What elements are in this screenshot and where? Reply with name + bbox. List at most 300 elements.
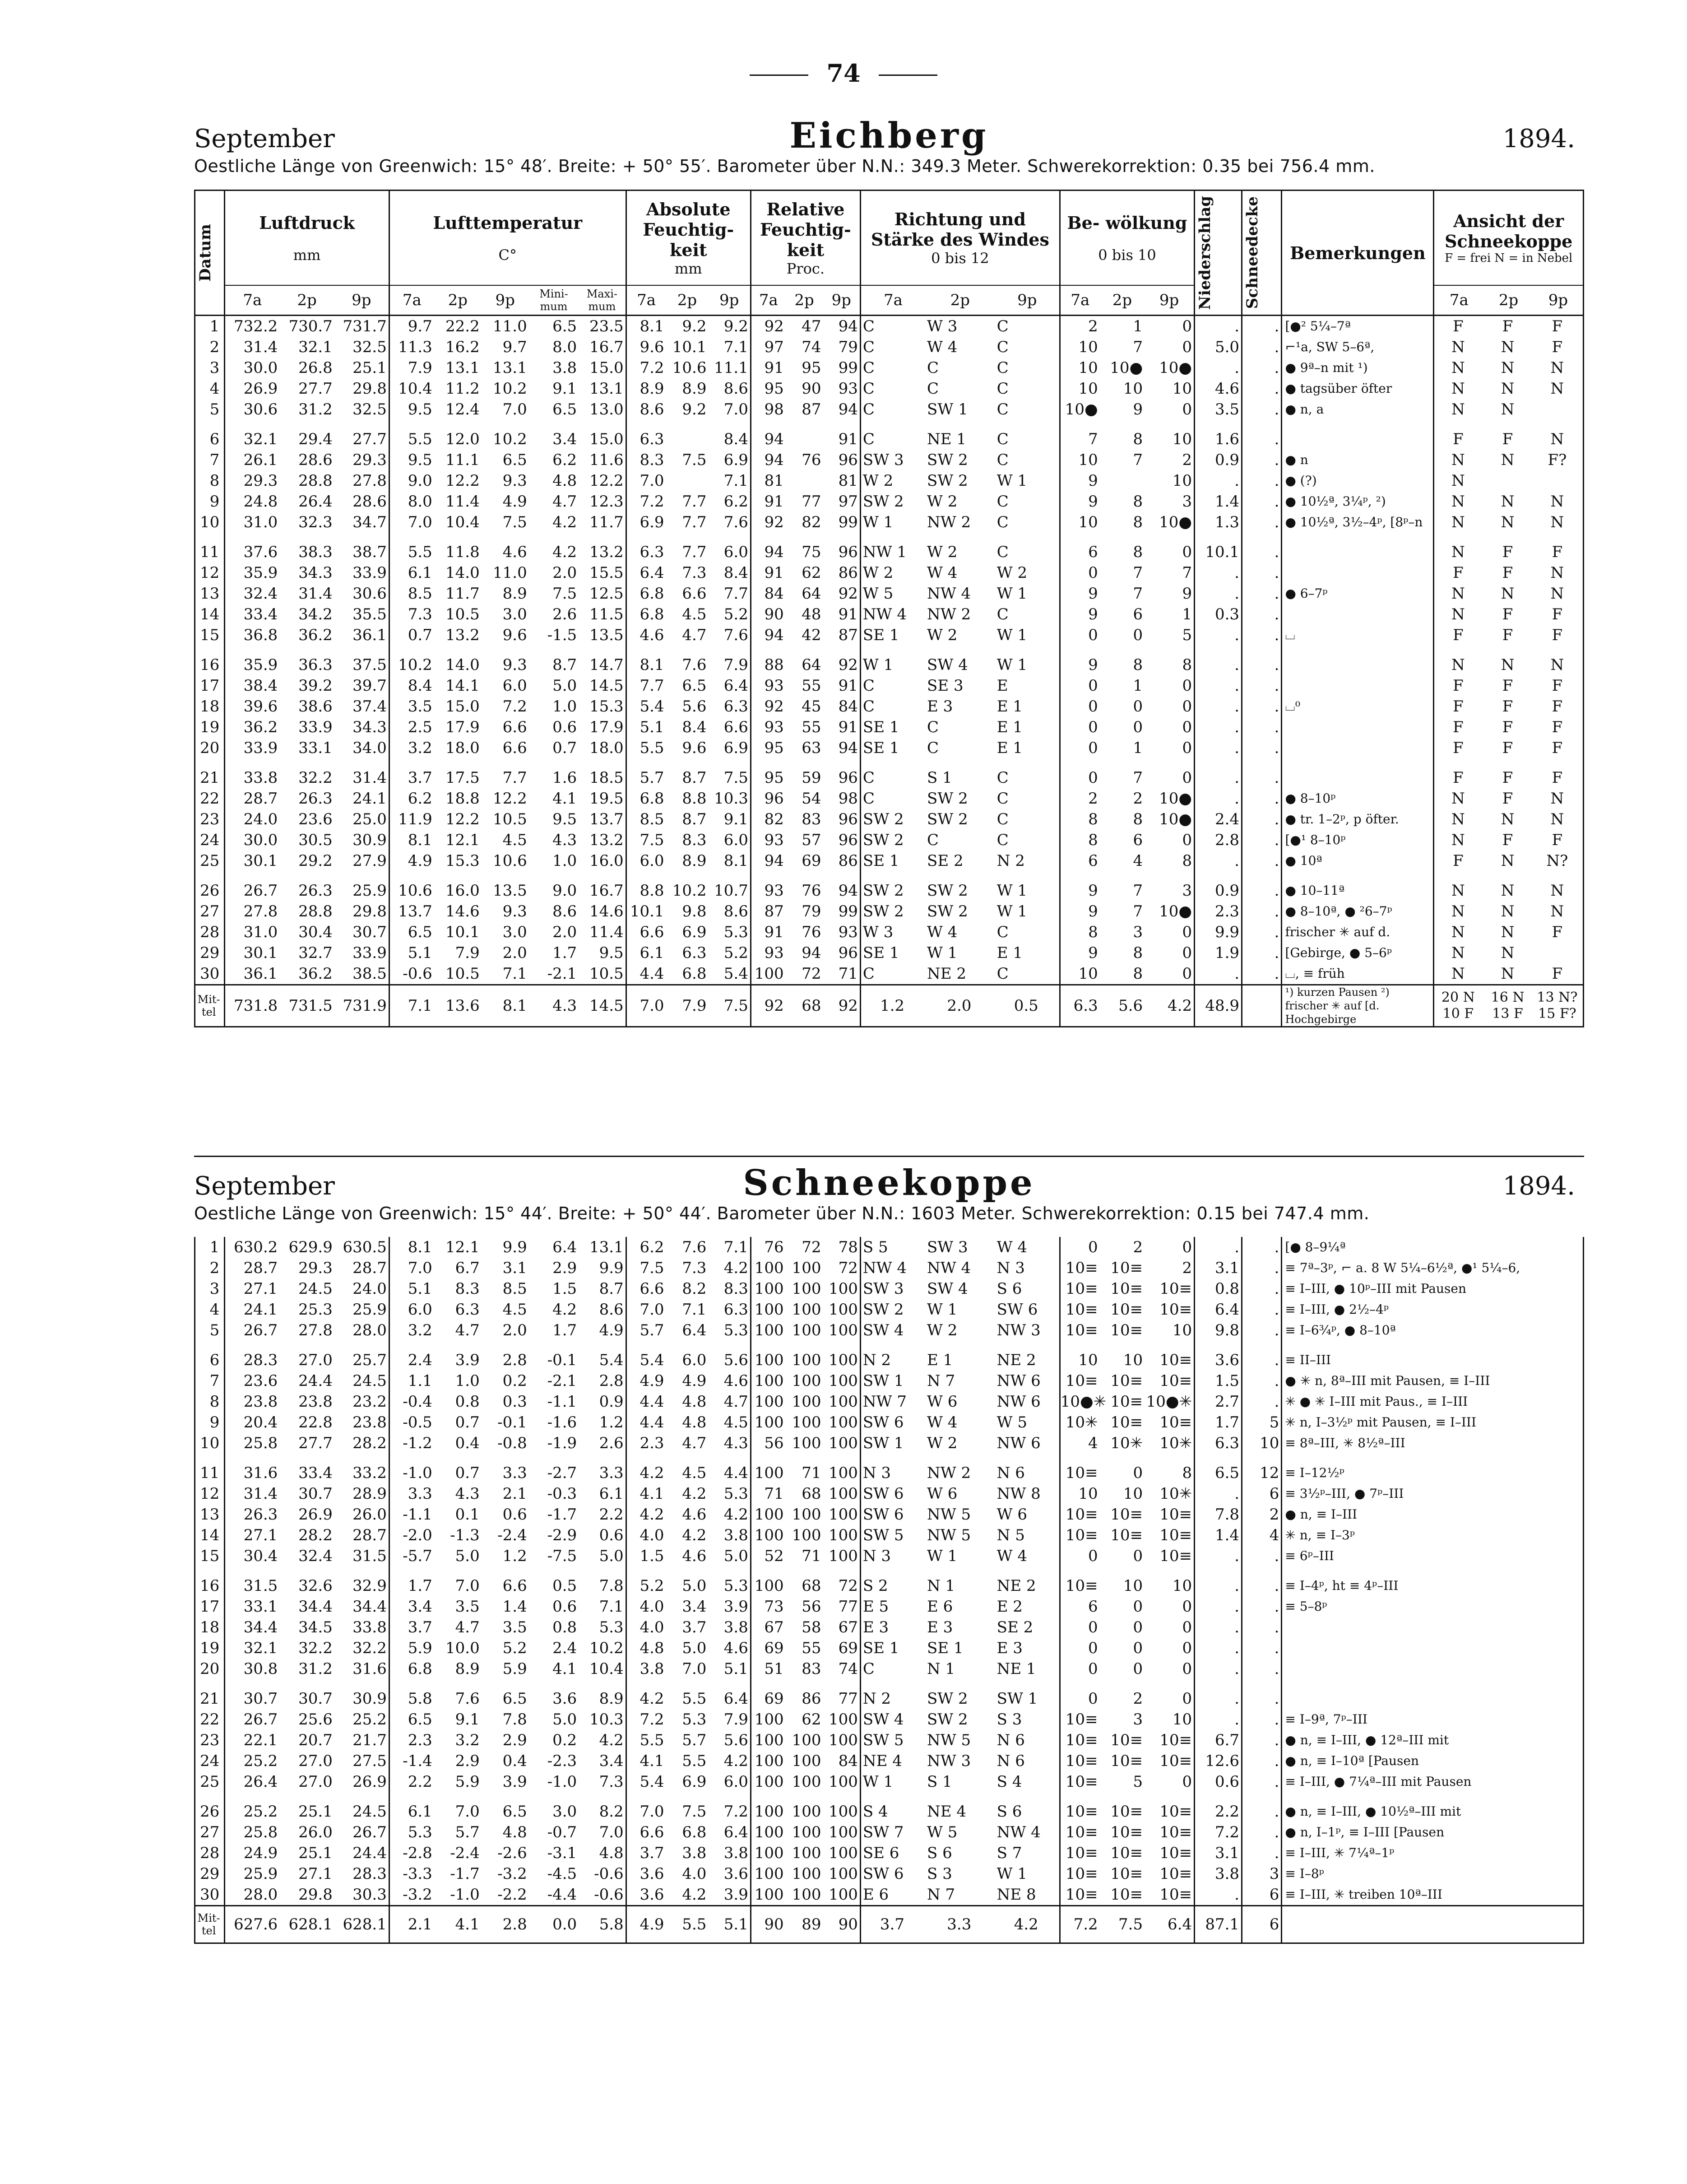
- table-cell: C: [995, 533, 1060, 562]
- table-cell: ● n: [1282, 450, 1434, 470]
- table-cell: 6.4: [708, 675, 751, 696]
- table-cell: N: [1550, 882, 1564, 900]
- table-cell: 5.0: [708, 1546, 751, 1566]
- table-cell: 28.7: [334, 1258, 389, 1278]
- sub-max: Maxi- mum: [579, 285, 626, 316]
- table-cell: 10.5: [579, 963, 626, 985]
- table-cell: .: [1242, 316, 1282, 337]
- table-cell: 28.6: [298, 451, 333, 469]
- table-cell: 8.9: [502, 585, 527, 603]
- table-cell: 6.4: [640, 564, 664, 582]
- table-cell: 32.4: [298, 1547, 333, 1565]
- table-cell: 36.8: [243, 626, 278, 644]
- table-cell: 10✳: [1145, 1433, 1194, 1454]
- table-cell: 3.9: [502, 1773, 527, 1791]
- table-cell: ✳ n, ≡ I–3ᵖ: [1285, 1528, 1355, 1543]
- table-cell: 28.3: [243, 1351, 278, 1369]
- schneekoppe-table-body: [195, 1237, 1584, 1943]
- table-cell: 10: [1078, 1351, 1098, 1369]
- table-cell: 7.1: [708, 1237, 751, 1258]
- table-cell: 7.8: [1195, 1504, 1242, 1525]
- table-cell: 28.6: [334, 491, 389, 512]
- table-cell: 94: [764, 852, 784, 870]
- table-cell: .: [1242, 450, 1282, 470]
- table-cell: 6.7: [455, 1259, 480, 1277]
- table-cell: 100: [792, 1803, 821, 1821]
- table-cell: 10≡: [1065, 1710, 1098, 1729]
- table-cell: .: [1242, 562, 1282, 583]
- table-cell: 69: [764, 1690, 784, 1708]
- table-cell: 22: [195, 1709, 225, 1730]
- table-cell: 95: [764, 739, 784, 757]
- table-cell: .: [1242, 963, 1282, 985]
- table-cell: 7.5: [682, 1803, 707, 1821]
- table-cell: 10: [1145, 1320, 1194, 1341]
- table-cell: 12: [1242, 1454, 1282, 1483]
- table-cell: 7: [1133, 902, 1143, 920]
- mittel-cell: 7.1: [389, 985, 434, 1027]
- table-cell: 18.0: [579, 738, 626, 758]
- table-cell: 5.7: [455, 1823, 480, 1841]
- table-cell: 5: [195, 399, 225, 420]
- table-cell: W 2: [927, 1434, 958, 1452]
- table-cell: 39.6: [243, 697, 278, 716]
- table-cell: N: [1451, 380, 1465, 398]
- table-cell: 9.2: [708, 316, 751, 337]
- table-cell: 2.3: [408, 1731, 432, 1749]
- table-cell: 7.9: [708, 646, 751, 675]
- table-cell: 6.3: [640, 430, 664, 448]
- table-cell: -0.3: [547, 1485, 577, 1503]
- table-cell: .: [1195, 1617, 1242, 1638]
- table-cell: 0: [1145, 1679, 1194, 1709]
- table-cell: 31.2: [298, 400, 333, 418]
- table-cell: 8.5: [502, 1280, 527, 1298]
- table-cell: 1.2: [502, 1547, 527, 1565]
- table-cell: 30.6: [243, 400, 278, 418]
- table-cell: 1.7: [552, 944, 577, 962]
- table-cell: 100: [754, 1731, 784, 1749]
- table-cell: 1.5: [552, 1280, 577, 1298]
- table-cell: 4: [1133, 852, 1143, 870]
- mittel-cell: 90: [823, 1906, 861, 1943]
- table-cell: 12.2: [493, 790, 527, 808]
- table-cell: 0.6: [552, 718, 577, 736]
- table-cell: 4.6: [708, 1371, 751, 1391]
- sub-7a: 7a: [637, 291, 656, 309]
- table-cell: E 1: [995, 696, 1060, 717]
- mittel-cell: 7.0: [626, 985, 666, 1027]
- table-cell: ≡ I–12½ᵖ: [1285, 1465, 1344, 1480]
- table-cell: C: [927, 718, 939, 736]
- table-cell: F: [1552, 697, 1563, 716]
- table-row: [195, 738, 1584, 758]
- table-row: [195, 871, 1584, 901]
- table-cell: 8.4: [682, 718, 707, 736]
- table-cell: 28.2: [298, 1526, 333, 1544]
- table-cell: N: [1451, 902, 1465, 920]
- table-cell: 10≡: [1110, 1301, 1143, 1319]
- table-cell: [●² 5¼–7ª: [1282, 316, 1434, 337]
- table-cell: F: [1552, 718, 1563, 736]
- table-row: [195, 337, 1584, 358]
- table-cell: 55: [802, 677, 821, 695]
- table-cell: 8: [1088, 831, 1098, 849]
- table-cell: 100: [823, 1299, 861, 1320]
- table-cell: N: [1501, 944, 1515, 962]
- table-cell: F: [1453, 564, 1464, 582]
- table-cell: -0.4: [403, 1393, 432, 1411]
- table-row: [195, 533, 1584, 562]
- table-cell: 0: [1088, 1660, 1098, 1678]
- table-cell: 6: [1088, 852, 1098, 870]
- table-cell: .: [1195, 675, 1242, 696]
- table-cell: C: [862, 338, 875, 356]
- table-cell: F: [1552, 317, 1563, 335]
- table-cell: W 1: [995, 901, 1060, 922]
- table-cell: 100: [754, 1464, 784, 1482]
- table-cell: 6.8: [408, 1660, 432, 1678]
- table-cell: [1282, 675, 1434, 696]
- table-cell: 13.2: [579, 533, 626, 562]
- table-cell: 82: [764, 810, 784, 828]
- table-row: [195, 470, 1584, 491]
- sub-2p: 2p: [950, 291, 970, 309]
- table-cell: 2.7: [1195, 1391, 1242, 1412]
- table-cell: -0.6: [403, 965, 432, 983]
- table-cell: 10: [1123, 1351, 1143, 1369]
- table-cell: 4.2: [640, 1506, 664, 1524]
- table-cell: 10≡: [1110, 1731, 1143, 1749]
- table-cell: 34.2: [298, 605, 333, 623]
- table-cell: 7.3: [408, 605, 432, 623]
- table-cell: 10●: [1145, 358, 1194, 378]
- table-cell: 5.6: [708, 1730, 751, 1751]
- table-cell: 34.3: [298, 564, 333, 582]
- table-cell: 7.6: [682, 1238, 707, 1256]
- table-cell: 29.8: [334, 901, 389, 922]
- table-cell: 91: [823, 604, 861, 625]
- table-cell: ≡ I–4ᵖ, ht ≡ 4ᵖ–III: [1285, 1578, 1399, 1593]
- table-cell: 8.4: [408, 677, 432, 695]
- table-cell: 10≡: [1145, 1751, 1194, 1771]
- table-cell: 8: [1088, 923, 1098, 941]
- table-cell: 5.3: [408, 1823, 432, 1841]
- table-cell: 42: [802, 626, 821, 644]
- table-cell: 67: [823, 1617, 861, 1638]
- table-cell: N: [1451, 543, 1465, 561]
- table-cell: 5.9: [502, 1660, 527, 1678]
- table-cell: 0: [1088, 1618, 1098, 1636]
- table-cell: NW 2: [927, 605, 971, 623]
- table-cell: 3.3: [579, 1454, 626, 1483]
- table-cell: C: [862, 965, 875, 983]
- table-row: [195, 316, 1584, 337]
- sub-9p: 9p: [1145, 285, 1194, 316]
- table-cell: 34.5: [298, 1618, 333, 1636]
- table-cell: N: [1451, 810, 1465, 828]
- table-cell: 82: [802, 513, 821, 531]
- table-cell: 10✳: [1110, 1434, 1143, 1452]
- table-cell: F: [1453, 769, 1464, 787]
- table-cell: 2: [1133, 1690, 1143, 1708]
- table-cell: W 1: [927, 1547, 958, 1565]
- table-cell: N: [1451, 605, 1465, 623]
- table-cell: 78: [823, 1237, 861, 1258]
- table-cell: 9.9: [502, 1238, 527, 1256]
- table-cell: 0: [1133, 1598, 1143, 1616]
- table-cell: 5.5: [408, 430, 432, 448]
- table-cell: 5.4: [640, 1351, 664, 1369]
- table-row: [195, 1638, 1584, 1659]
- table-cell: 94: [764, 543, 784, 561]
- mittel-cell: 5.5: [666, 1906, 709, 1943]
- table-cell: [1282, 1617, 1584, 1638]
- table-cell: 6.6: [708, 717, 751, 738]
- eichberg-table: [194, 190, 1584, 1027]
- table-row: [195, 1341, 1584, 1371]
- table-cell: 100: [754, 1886, 784, 1904]
- table-cell: C: [862, 677, 875, 695]
- table-cell: 24.5: [334, 1792, 389, 1822]
- table-cell: N: [1501, 656, 1515, 674]
- table-cell: NW 2: [927, 513, 971, 531]
- table-cell: 3.8: [708, 1617, 751, 1638]
- table-cell: NE 4: [927, 1803, 967, 1821]
- table-cell: [666, 470, 709, 491]
- table-cell: 4.9: [579, 1320, 626, 1341]
- table-cell: 10≡: [1145, 1730, 1194, 1751]
- schneekoppe-geo-info: Oestliche Länge von Greenwich: 15° 44′. Breite: + 50° 44′. Barometer über N.N.: 1603 Meter. Schwerekorrektion: 0.15 bei 747.4 mm.: [194, 1204, 1370, 1223]
- table-cell: N 6: [995, 1454, 1060, 1483]
- table-cell: NW 3: [995, 1320, 1060, 1341]
- table-cell: 14.6: [445, 902, 480, 920]
- table-cell: 7: [1133, 564, 1143, 582]
- table-cell: 9: [1088, 902, 1098, 920]
- table-cell: 5.5: [640, 739, 664, 757]
- table-cell: 100: [754, 1321, 784, 1339]
- table-cell: 10≡: [1065, 1865, 1098, 1883]
- table-cell: N: [1451, 451, 1465, 469]
- table-cell: .: [1195, 738, 1242, 758]
- table-cell: -1.7: [450, 1865, 480, 1883]
- table-cell: 33.1: [298, 739, 333, 757]
- table-cell: 16: [195, 646, 225, 675]
- table-cell: 32.5: [334, 399, 389, 420]
- table-cell: 64: [802, 656, 821, 674]
- table-cell: 29.4: [298, 430, 333, 448]
- table-cell: 7: [1088, 430, 1098, 448]
- table-cell: 10: [1145, 470, 1194, 491]
- table-row: [195, 1659, 1584, 1679]
- table-cell: 24.0: [334, 1278, 389, 1299]
- table-cell: 56: [802, 1598, 821, 1616]
- table-cell: 7.5: [552, 585, 577, 603]
- table-row: [195, 1504, 1584, 1525]
- table-cell: 30.6: [334, 583, 389, 604]
- table-cell: 9.5: [552, 810, 577, 828]
- eichberg-month: September: [194, 124, 335, 153]
- table-cell: N: [1550, 513, 1564, 531]
- table-cell: -1.0: [547, 1773, 577, 1791]
- table-cell: 6.5: [502, 1690, 527, 1708]
- table-cell: N 7: [927, 1372, 955, 1390]
- table-cell: 9: [1145, 583, 1194, 604]
- table-cell: 94: [764, 626, 784, 644]
- table-cell: 0: [1088, 1639, 1098, 1657]
- table-cell: 6.6: [502, 739, 527, 757]
- table-cell: 32.9: [334, 1566, 389, 1596]
- table-cell: 4.6: [640, 626, 664, 644]
- table-cell: 31.0: [243, 513, 278, 531]
- table-cell: 10.2: [493, 430, 527, 448]
- table-cell: 25.7: [334, 1341, 389, 1371]
- mittel-cell: 7.5: [1100, 1906, 1145, 1943]
- table-cell: 36.1: [243, 965, 278, 983]
- table-cell: 10: [1145, 420, 1194, 450]
- table-cell: S 1: [927, 1773, 952, 1791]
- table-cell: 3.0: [502, 923, 527, 941]
- table-cell: [786, 420, 823, 450]
- table-cell: 100: [754, 1372, 784, 1390]
- table-cell: 10.6: [672, 359, 707, 377]
- table-cell: 100: [754, 1752, 784, 1770]
- table-cell: 731.7: [334, 316, 389, 337]
- table-cell: 4.7: [552, 493, 577, 511]
- table-cell: 15.3: [445, 852, 480, 870]
- table-cell: [1282, 738, 1434, 758]
- table-cell: 9: [1088, 656, 1098, 674]
- table-cell: .: [1242, 470, 1282, 491]
- table-row: [195, 1320, 1584, 1341]
- table-cell: 2.9: [552, 1259, 577, 1277]
- table-cell: E 1: [927, 1351, 953, 1369]
- table-cell: 1.4: [1195, 1525, 1242, 1546]
- table-cell: 1.2: [579, 1412, 626, 1433]
- table-cell: -1.9: [547, 1434, 577, 1452]
- table-cell: -1.2: [403, 1434, 432, 1452]
- eichberg-section: [194, 115, 1584, 176]
- sub-7a: 7a: [402, 291, 422, 309]
- mittel-cell: 4.2: [995, 1906, 1060, 1943]
- schneekoppe-month: September: [194, 1171, 335, 1201]
- table-cell: 14: [195, 604, 225, 625]
- table-cell: 10≡: [1065, 1823, 1098, 1841]
- table-cell: 6.5: [552, 400, 577, 418]
- table-cell: 9: [195, 1412, 225, 1433]
- table-cell: 14.1: [445, 677, 480, 695]
- table-cell: C: [927, 739, 939, 757]
- table-cell: 26.1: [243, 451, 278, 469]
- table-cell: 0.5: [552, 1577, 577, 1595]
- table-cell: C: [862, 769, 875, 787]
- table-cell: 6.9: [682, 923, 707, 941]
- table-cell: [1282, 533, 1434, 562]
- table-cell: SW 2: [862, 831, 904, 849]
- table-cell: 10: [1242, 1433, 1282, 1454]
- table-cell: -2.2: [497, 1886, 527, 1904]
- table-cell: C: [995, 963, 1060, 985]
- table-row: [195, 963, 1584, 985]
- table-cell: .: [1195, 1546, 1242, 1566]
- table-cell: W 1: [862, 1773, 894, 1791]
- table-cell: .: [1195, 1483, 1242, 1504]
- table-cell: 10.2: [672, 882, 707, 900]
- table-cell: 30: [195, 963, 225, 985]
- mittel-row: [195, 1906, 1584, 1943]
- table-cell: 26.9: [298, 1506, 333, 1524]
- table-cell: 5.9: [455, 1773, 480, 1791]
- table-cell: .: [1242, 491, 1282, 512]
- table-cell: 100: [823, 1792, 861, 1822]
- table-cell: 26.8: [298, 359, 333, 377]
- table-cell: 8.0: [408, 493, 432, 511]
- table-cell: ⌐¹a, SW 5–6ª,: [1282, 337, 1434, 358]
- table-cell: 7.6: [708, 625, 751, 646]
- table-cell: 23.8: [243, 1393, 278, 1411]
- table-cell: 12.1: [445, 1238, 480, 1256]
- table-cell: -0.7: [547, 1823, 577, 1841]
- table-cell: 6.6: [682, 585, 707, 603]
- table-cell: 93: [764, 882, 784, 900]
- table-cell: 10≡: [1145, 1341, 1194, 1371]
- table-cell: 7.3: [682, 1259, 707, 1277]
- table-cell: 6.2: [640, 1238, 664, 1256]
- table-cell: 28.7: [243, 1259, 278, 1277]
- table-cell: 10: [195, 512, 225, 533]
- table-cell: .: [1242, 1617, 1282, 1638]
- table-cell: 12.2: [445, 810, 480, 828]
- table-cell: ● 10½ª, 3¼ᵖ, ²): [1282, 491, 1434, 512]
- mittel-cell: 87.1: [1195, 1906, 1242, 1943]
- table-cell: C: [862, 359, 875, 377]
- table-cell: 10: [1078, 513, 1098, 531]
- table-cell: 6.0: [708, 533, 751, 562]
- table-cell: 11.4: [445, 493, 480, 511]
- table-cell: N: [1451, 338, 1465, 356]
- table-cell: 30.0: [243, 831, 278, 849]
- table-cell: ≡ I–III, ✳ treiben 10ª–III: [1285, 1887, 1442, 1902]
- table-cell: 100: [754, 1526, 784, 1544]
- table-cell: SW 1: [862, 1434, 904, 1452]
- table-cell: 10●: [1110, 359, 1143, 377]
- table-cell: 2.8: [1195, 830, 1242, 850]
- table-cell: NW 4: [862, 605, 907, 623]
- table-cell: SE 2: [995, 1617, 1060, 1638]
- table-cell: N: [1451, 472, 1465, 490]
- table-cell: 97: [823, 491, 861, 512]
- table-cell: 6: [1088, 1598, 1098, 1616]
- mittel-cell: [1282, 1906, 1584, 1943]
- table-cell: 16.7: [579, 337, 626, 358]
- table-cell: 9: [1088, 944, 1098, 962]
- table-cell: 22.2: [445, 317, 480, 335]
- table-cell: 100: [823, 1771, 861, 1792]
- table-cell: 5.5: [682, 1752, 707, 1770]
- table-cell: 100: [792, 1844, 821, 1862]
- table-cell: 0: [1133, 1618, 1143, 1636]
- table-cell: [666, 420, 709, 450]
- table-cell: 6.5: [408, 923, 432, 941]
- table-cell: frischer ✳ auf d.: [1282, 922, 1434, 943]
- table-cell: 8.5: [408, 585, 432, 603]
- table-cell: 24.0: [243, 810, 278, 828]
- table-cell: 22: [195, 788, 225, 809]
- table-cell: 9: [1133, 400, 1143, 418]
- col-bemerkungen: Bemerkungen: [1282, 191, 1434, 316]
- table-cell: W 4: [995, 1546, 1060, 1566]
- table-cell: 10≡: [1145, 1504, 1194, 1525]
